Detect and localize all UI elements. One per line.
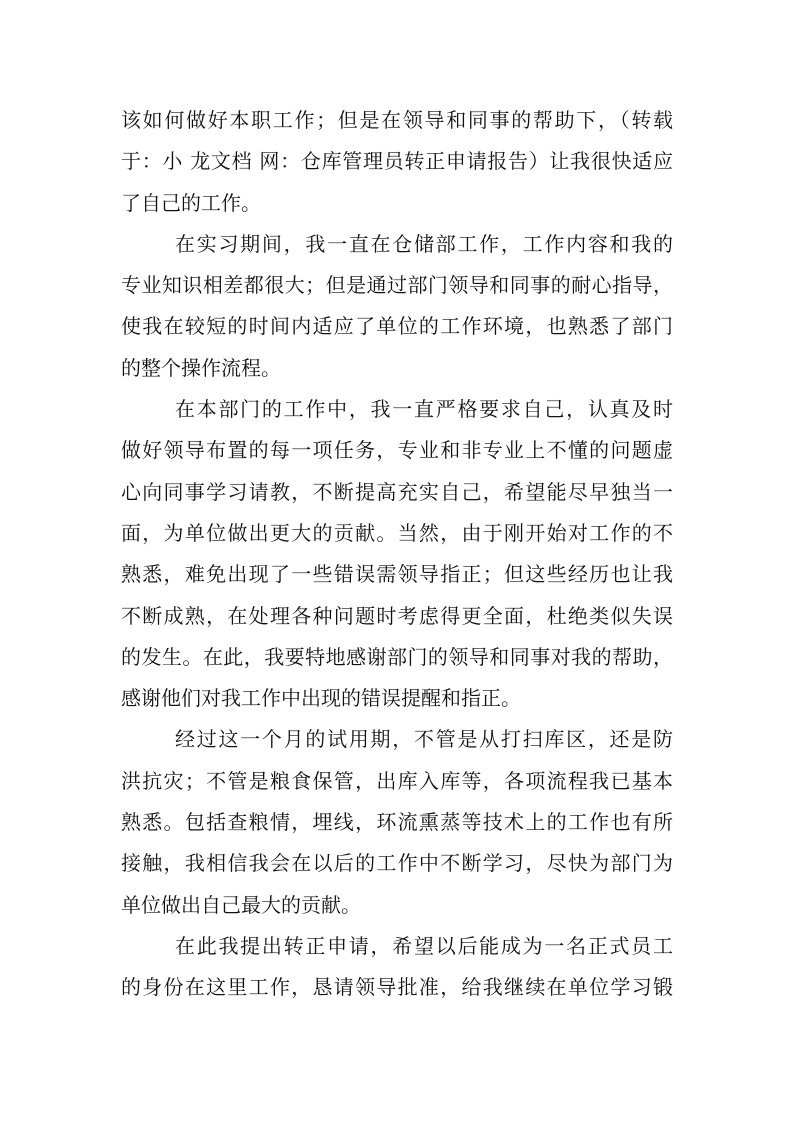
text-line: 在实习期间，我一直在仓储部工作，工作内容和我的 [175,231,673,256]
text-line: 洪抗灾；不管是粮食保管，出库入库等，各项流程我已基本 [121,768,673,793]
text-line: 感谢他们对我工作中出现的错误提醒和指正。 [121,686,521,711]
text-line: 不断成熟，在处理各种问题时考虑得更全面，杜绝类似失误 [121,603,673,628]
text-line: 单位做出自己最大的贡献。 [121,892,361,917]
text-line: 该如何做好本职工作；但是在领导和同事的帮助下，（转载 [121,108,673,132]
text-line: 经过这一个月的试用期，不管是从打扫库区，还是防 [175,727,673,752]
text-line: 的身份在这里工作，恳请领导批准，给我继续在单位学习锻 [121,975,673,1000]
text-line: 心向同事学习请教，不断提高充实自己，希望能尽早独当一 [121,479,673,504]
text-line: 在本部门的工作中，我一直严格要求自己，认真及时 [175,397,673,422]
text-line: 使我在较短的时间内适应了单位的工作环境，也熟悉了部门 [121,314,673,339]
text-line: 接触，我相信我会在以后的工作中不断学习，尽快为部门为 [121,851,673,876]
text-line: 做好领导布置的每一项任务，专业和非专业上不懂的问题虚 [121,438,673,463]
text-line: 专业知识相差都很大；但是通过部门领导和同事的耐心指导， [121,273,673,298]
text-line: 面，为单位做出更大的贡献。当然，由于刚开始对工作的不 [121,520,673,545]
text-line: 的发生。在此，我要特地感谢部门的领导和同事对我的帮助， [121,644,673,669]
document-body [121,100,673,1009]
text-line: 了自己的工作。 [121,190,261,215]
text-line: 熟悉，难免出现了一些错误需领导指正；但这些经历也让我 [121,562,673,587]
text-line: 熟悉。包括查粮情，埋线，环流熏蒸等技术上的工作也有所 [121,810,673,835]
text-line: 的整个操作流程。 [121,355,281,380]
text-line: 在此我提出转正申请，希望以后能成为一名正式员工 [175,933,673,958]
text-line: 于：小 龙文档 网：仓库管理员转正申请报告）让我很快适应 [121,149,673,174]
